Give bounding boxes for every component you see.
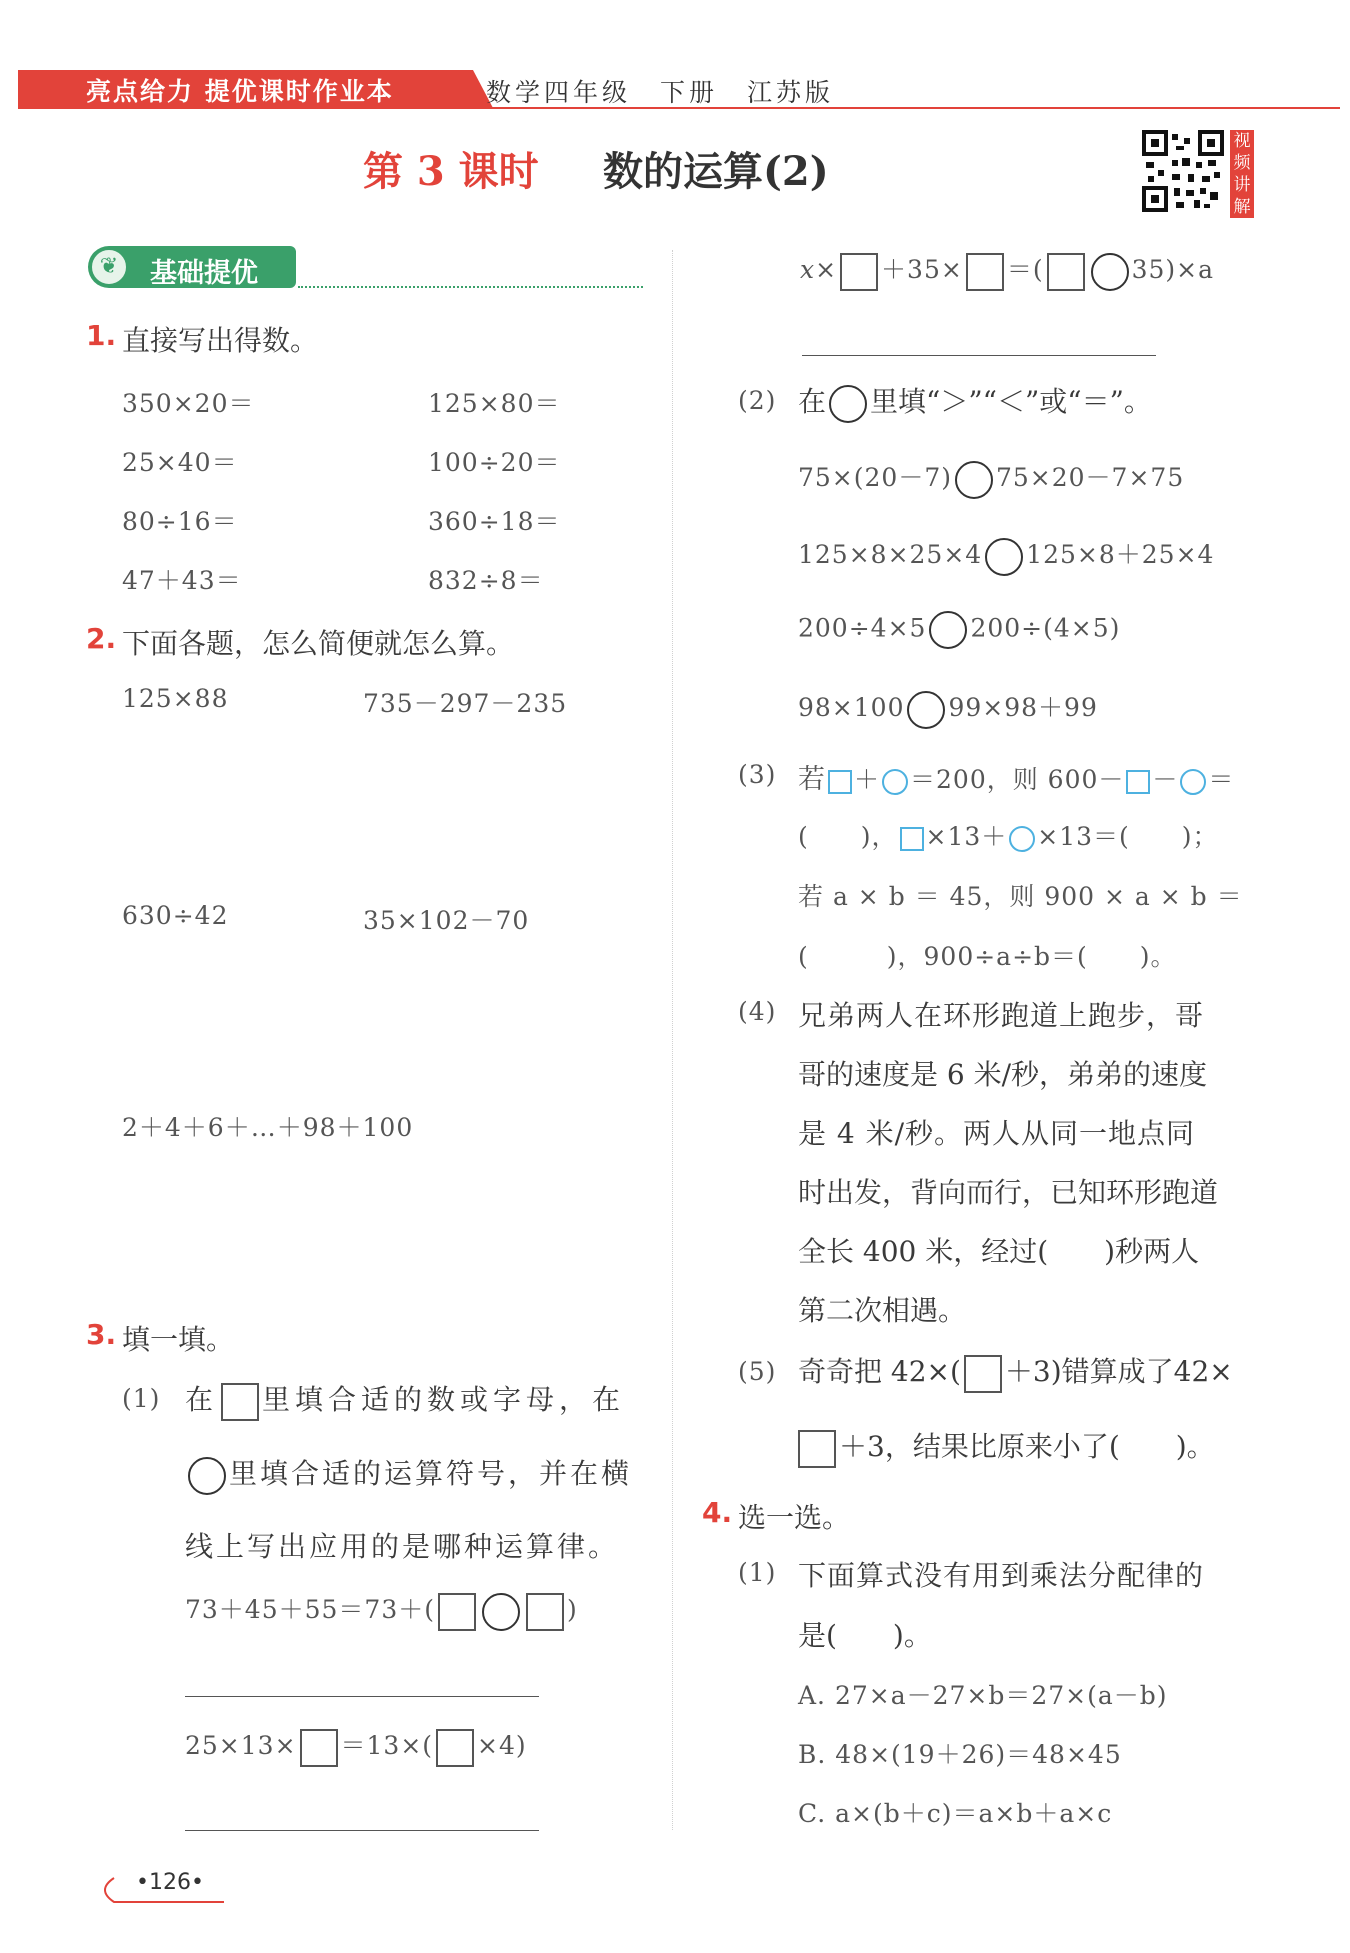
eq-text: ) — [567, 1595, 578, 1624]
qr-code-icon — [1142, 130, 1224, 212]
q2-text: 下面各题，怎么简便就怎么算。 — [122, 627, 515, 660]
blue-square-symbol — [900, 827, 924, 851]
q3-p2-t2: 里填“＞”“＜”或“＝”。 — [870, 385, 1152, 418]
compare-right: 75×20－7×75 — [995, 463, 1185, 492]
q4-p1-t1: 下面算式没有用到乘法分配律的 — [798, 1559, 1205, 1592]
option-c[interactable]: C. a×(b＋c)＝a×b＋a×c — [798, 1799, 1113, 1828]
qr-caption — [1230, 130, 1254, 218]
section-header — [88, 246, 648, 292]
q1-item: 360÷18＝ — [428, 507, 561, 536]
q2-item: 630÷42 — [122, 901, 229, 930]
header-book: 数学四年级 下册 江苏版 — [486, 78, 835, 107]
q3-p1-label: (1) — [122, 1384, 161, 1413]
q3-p5-line1 — [798, 1350, 1233, 1393]
q1-item: 832÷8＝ — [428, 566, 544, 595]
q3-p2-text — [798, 380, 1152, 423]
q3-p1-eq3 — [800, 250, 1214, 291]
eq-text: ＝( — [1006, 255, 1044, 284]
q2-item: 35×102－70 — [363, 906, 530, 935]
compare-left: 75×(20－7) — [798, 463, 952, 492]
header-bar — [18, 68, 1340, 110]
answer-box[interactable] — [436, 1729, 474, 1767]
q1-item: 80÷16＝ — [122, 507, 238, 536]
qr-code[interactable] — [1142, 130, 1224, 212]
q3-p4-line: 哥的速度是 6 米/秒，弟弟的速度 — [798, 1058, 1208, 1091]
blue-circle-symbol — [882, 769, 908, 795]
operator-circle[interactable] — [829, 385, 867, 423]
answer-box[interactable] — [1047, 253, 1085, 291]
answer-blank[interactable]: ×13＝( )； — [1037, 822, 1219, 851]
header-series: 亮点给力 提优课时作业本 — [86, 77, 394, 106]
answer-box[interactable] — [840, 253, 878, 291]
q4-number: 4. — [702, 1496, 733, 1529]
blue-circle-symbol — [1180, 769, 1206, 795]
q3-p3-line3: 若 a × b ＝ 45，则 900 × a × b ＝ — [798, 882, 1243, 911]
eq-text[interactable]: ＋3，结果比原来小了( )。 — [839, 1430, 1215, 1463]
compare-left: 200÷4×5 — [798, 613, 927, 643]
q1-number: 1. — [86, 319, 117, 352]
compare-right: 99×98＋99 — [948, 693, 1098, 722]
q1-item: 47＋43＝ — [122, 566, 242, 595]
eq-text: ＋35× — [881, 255, 963, 284]
eq-text: ×13＋ — [925, 822, 1008, 851]
q3-p4-line: 是 4 米/秒。两人从同一地点同 — [798, 1117, 1196, 1150]
section-label: 基础提优 — [150, 258, 258, 289]
compare-left: 98×100 — [798, 693, 905, 722]
qr-caption-char: 视 — [1233, 131, 1251, 151]
q3-p3-line2 — [798, 817, 1219, 853]
eq-text: 25×13× — [185, 1731, 297, 1760]
eq-text: ×4) — [477, 1731, 527, 1760]
q4-text: 选一选。 — [738, 1501, 851, 1534]
answer-box[interactable] — [438, 1593, 476, 1631]
q3-p4-line: 时出发，背向而行，已知环形跑道 — [798, 1176, 1219, 1209]
compare-circle[interactable] — [985, 538, 1023, 576]
page-number: •126• — [136, 1870, 204, 1895]
answer-line[interactable] — [802, 355, 1156, 356]
compare-right: 125×8＋25×4 — [1026, 540, 1215, 569]
qr-caption-char: 频 — [1233, 153, 1251, 173]
q1-item: 350×20＝ — [122, 389, 255, 418]
lesson-number: 第 3 课时 — [363, 148, 539, 195]
q3-p1-t2: 里填合适的数或字母，在 — [262, 1383, 626, 1416]
q3-number: 3. — [86, 1318, 117, 1351]
q3-p1-eq1 — [185, 1590, 578, 1631]
answer-line[interactable] — [185, 1830, 539, 1831]
q2-item: 735－297－235 — [363, 689, 568, 718]
option-b[interactable]: B. 48×(19＋26)＝48×45 — [798, 1740, 1122, 1769]
compare-circle[interactable] — [929, 611, 967, 649]
compare-row — [798, 688, 1098, 729]
answer-box[interactable] — [526, 1593, 564, 1631]
answer-line[interactable] — [185, 1696, 539, 1697]
eq-text: ＋ — [854, 765, 881, 794]
q3-p2-label: (2) — [738, 386, 777, 415]
compare-right: 200÷(4×5) — [970, 613, 1121, 643]
q3-p1-eq2 — [185, 1726, 527, 1767]
q3-p5-label: (5) — [738, 1357, 777, 1386]
eq-text: ＝ — [1208, 765, 1235, 794]
option-a[interactable]: A. 27×a－27×b＝27×(a－b) — [798, 1681, 1168, 1710]
compare-circle[interactable] — [955, 461, 993, 499]
qr-caption-char: 讲 — [1233, 175, 1251, 195]
q1-item: 125×80＝ — [428, 389, 561, 418]
compare-circle[interactable] — [907, 691, 945, 729]
blue-circle-symbol — [1009, 826, 1035, 852]
answer-box[interactable] — [300, 1729, 338, 1767]
compare-left: 125×8×25×4 — [798, 540, 983, 569]
footer — [96, 1866, 226, 1906]
q3-text: 填一填。 — [122, 1323, 235, 1356]
q3-p3-label: (3) — [738, 760, 777, 789]
eq-text: 奇奇把 42×( — [798, 1355, 961, 1388]
q3-p4-line: 第二次相遇。 — [798, 1294, 967, 1327]
answer-box[interactable] — [221, 1383, 259, 1421]
blue-square-symbol — [828, 770, 852, 794]
q3-p5-line2 — [798, 1425, 1215, 1468]
sprout-icon: ❦ — [90, 248, 128, 286]
eq-text: 若 — [798, 764, 826, 795]
blue-square-symbol — [1126, 770, 1150, 794]
column-divider — [672, 250, 673, 1830]
eq-text: 35)×a — [1131, 255, 1214, 284]
q2-item: 125×88 — [122, 684, 229, 713]
q3-p1-t4: 线上写出应用的是哪种运算律。 — [185, 1530, 620, 1563]
eq-text: ＋3)错算成了42× — [1004, 1355, 1233, 1388]
q1-item: 25×40＝ — [122, 448, 238, 477]
q3-p4-line: 兄弟两人在环形跑道上跑步，哥 — [798, 999, 1205, 1032]
q1-item: 100÷20＝ — [428, 448, 561, 477]
q4-p1-label: (1) — [738, 1558, 777, 1587]
q3-p1-line2 — [185, 1452, 632, 1495]
operator-circle[interactable] — [482, 1593, 520, 1631]
answer-box[interactable] — [798, 1430, 836, 1468]
answer-box[interactable] — [964, 1355, 1002, 1393]
compare-row — [798, 458, 1184, 499]
eq-text: ＝200，则 600－ — [910, 765, 1125, 794]
q4-p1-t2[interactable]: 是( )。 — [798, 1619, 932, 1652]
q2-item: 2＋4＋6＋…＋98＋100 — [122, 1113, 414, 1142]
q3-p4-line[interactable]: 全长 400 米，经过( )秒两人 — [798, 1235, 1200, 1268]
eq-text: x× — [800, 255, 838, 284]
q3-p1-t3: 里填合适的运算符号，并在横 — [229, 1457, 633, 1490]
q3-p3-line4[interactable]: ( )，900÷a÷b＝( )。 — [798, 942, 1177, 971]
q3-p1-t1: 在 — [185, 1383, 219, 1416]
compare-row — [798, 535, 1214, 576]
eq-text: ＝13×( — [340, 1731, 434, 1760]
lesson-topic: 数的运算(2) — [603, 148, 829, 195]
operator-circle[interactable] — [188, 1457, 226, 1495]
q3-p2-t1: 在 — [798, 385, 827, 418]
q3-p4-label: (4) — [738, 997, 777, 1026]
operator-circle[interactable] — [1091, 253, 1129, 291]
answer-blank[interactable]: ( )， — [798, 822, 898, 851]
q1-text: 直接写出得数。 — [122, 324, 319, 357]
section-dotted-line — [298, 286, 643, 288]
eq-text: － — [1152, 765, 1179, 794]
qr-caption-char: 解 — [1233, 197, 1251, 217]
q3-p1-line1 — [185, 1378, 625, 1421]
q2-number: 2. — [86, 622, 117, 655]
q3-p3-line1 — [798, 757, 1234, 796]
eq-text: 73＋45＋55＝73＋( — [185, 1595, 435, 1624]
compare-row — [798, 611, 1120, 649]
answer-box[interactable] — [966, 253, 1004, 291]
